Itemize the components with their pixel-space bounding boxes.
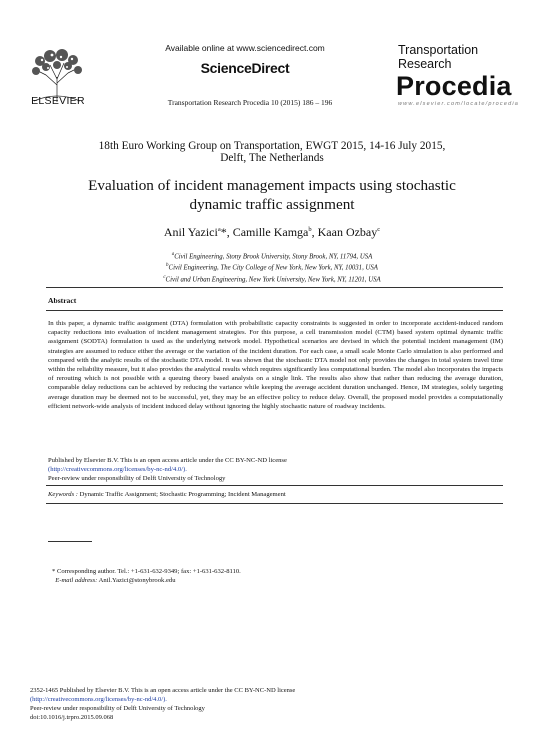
affiliation-line xyxy=(60,261,484,272)
keywords xyxy=(48,491,503,498)
author-separator: *, xyxy=(220,225,233,239)
affiliations xyxy=(60,250,484,284)
keywords-text: Dynamic Traffic Assignment; Stochastic Programming; Incident Management xyxy=(79,491,286,498)
journal-logo-line1: Transportation xyxy=(398,43,479,57)
footer-license: 2352-1465 Published by Elsevier B.V. This is an open access article under the CC BY-NC-ND license xyxy=(30,687,296,694)
author-separator: , xyxy=(311,225,318,239)
affil-mark: b xyxy=(166,263,169,269)
conference-line1: 18th Euro Working Group on Transportation, EWGT 2015, 14-16 July 2015, xyxy=(98,140,446,152)
divider xyxy=(46,287,503,288)
journal-logo-procedia: Procedia xyxy=(396,71,512,101)
author-affil-mark: b xyxy=(308,226,312,233)
divider xyxy=(46,485,503,486)
affil-mark: c xyxy=(163,274,166,280)
abstract-body: In this paper, a dynamic traffic assignment (DTA) formulation with probabilistic capacity constraints is suggested in order to incorporate accident-induced random capacity reductions into evaluation of incident management strategies. For this purpose, a cell transmission model (CTM) based system optimal dynamic traffic assignment (SODTA) formulation is used as the underlying network model. Hypothetical scenarios are devised in which the potential incident management (IM) strategies are assumed to reduce either the average or the variation of the incident duration. For each case, a small scale Monte Carlo simulation is also performed and compared with the analytic results of the stochastic DTA model. It was shown that the stochastic DTA model not only provides the changes in total system travel time within the reliability measure, but it also provides the analytical results which requires significantly less computational burden. The model also incorporates the impacts of rerouting which is not possible with a queuing theory based analysis on a single link. The results also show that rather than reducing the average duration, comparable delay reductions can be achieved by reducing the variance while keeping the average accident duration unchanged. Hence, IM strategies, solely targeting average duration may be deemed not to be successful, yet, they may be an effective policy to reduce delay. Overall, the proposed model provides a computationally efficient network-wide analysis of incident induced delay without ignoring the highly stochastic nature of roadway incidents. xyxy=(48,320,503,410)
page-footer xyxy=(30,686,510,722)
author-name: Anil Yazici xyxy=(163,225,218,239)
title-line1: Evaluation of incident management impacts using stochastic xyxy=(88,177,456,194)
email-address[interactable]: Anil.Yazici@stonybrook.edu xyxy=(98,577,176,585)
affiliation-line xyxy=(60,273,484,284)
footnote-divider xyxy=(48,541,92,542)
corresponding-author: * Corresponding author. Tel.: +1-631-632-9349; fax: +1-631-632-8110. xyxy=(52,568,241,575)
keywords-label: Keywords : xyxy=(48,491,78,498)
journal-logo-watermark: www.elsevier.com/locate/procedia xyxy=(398,101,520,107)
email-label: E-mail address: xyxy=(55,577,98,585)
footer-license-link[interactable]: (http://creativecommons.org/licenses/by-nc-nd/4.0/). xyxy=(30,696,167,704)
author-name: Kaan Ozbay xyxy=(317,225,378,239)
elsevier-wordmark: ELSEVIER xyxy=(31,95,85,107)
peer-review-note: Peer-review under responsibility of Delft University of Technology xyxy=(48,475,226,483)
abstract-heading: Abstract xyxy=(48,296,77,305)
journal-citation: Transportation Research Procedia 10 (2015) 186 – 196 xyxy=(167,98,333,107)
conference-info xyxy=(60,141,484,164)
divider xyxy=(46,310,503,311)
availability-line: Available online at www.sciencedirect.com xyxy=(165,43,325,53)
author-affil-mark: c xyxy=(377,226,381,233)
divider xyxy=(46,503,503,504)
license-link[interactable]: (http://creativecommons.org/licenses/by-nc-nd/4.0/). xyxy=(48,466,187,474)
journal-logo-line2: Research xyxy=(398,57,452,71)
author-name: Camille Kamga xyxy=(232,225,309,239)
footer-peer-review: Peer-review under responsibility of Delft University of Technology xyxy=(30,705,205,713)
affiliation-line xyxy=(60,250,484,261)
author-affil-mark: a xyxy=(217,226,221,233)
paper-title xyxy=(60,176,484,214)
affil-text: Civil and Urban Engineering, New York University, New York, NY, 11201, USA xyxy=(165,275,381,283)
publication-info xyxy=(48,456,503,483)
sciencedirect-logo: ScienceDirect xyxy=(200,60,290,76)
publication-license: Published by Elsevier B.V. This is an open access article under the CC BY-NC-ND license xyxy=(48,457,287,464)
conference-line2: Delft, The Netherlands xyxy=(220,151,324,164)
footer-doi[interactable]: doi:10.1016/j.trpro.2015.09.068 xyxy=(30,714,114,722)
affil-text: Civil Engineering, Stony Brook University, Stony Brook, NY, 11794, USA xyxy=(174,253,373,261)
affil-mark: a xyxy=(171,252,175,257)
affil-text: Civil Engineering, The City College of New York, New York, NY, 10031, USA xyxy=(168,264,378,272)
footnote xyxy=(52,567,492,585)
title-line2: dynamic traffic assignment xyxy=(189,196,355,213)
author-list xyxy=(60,225,484,240)
